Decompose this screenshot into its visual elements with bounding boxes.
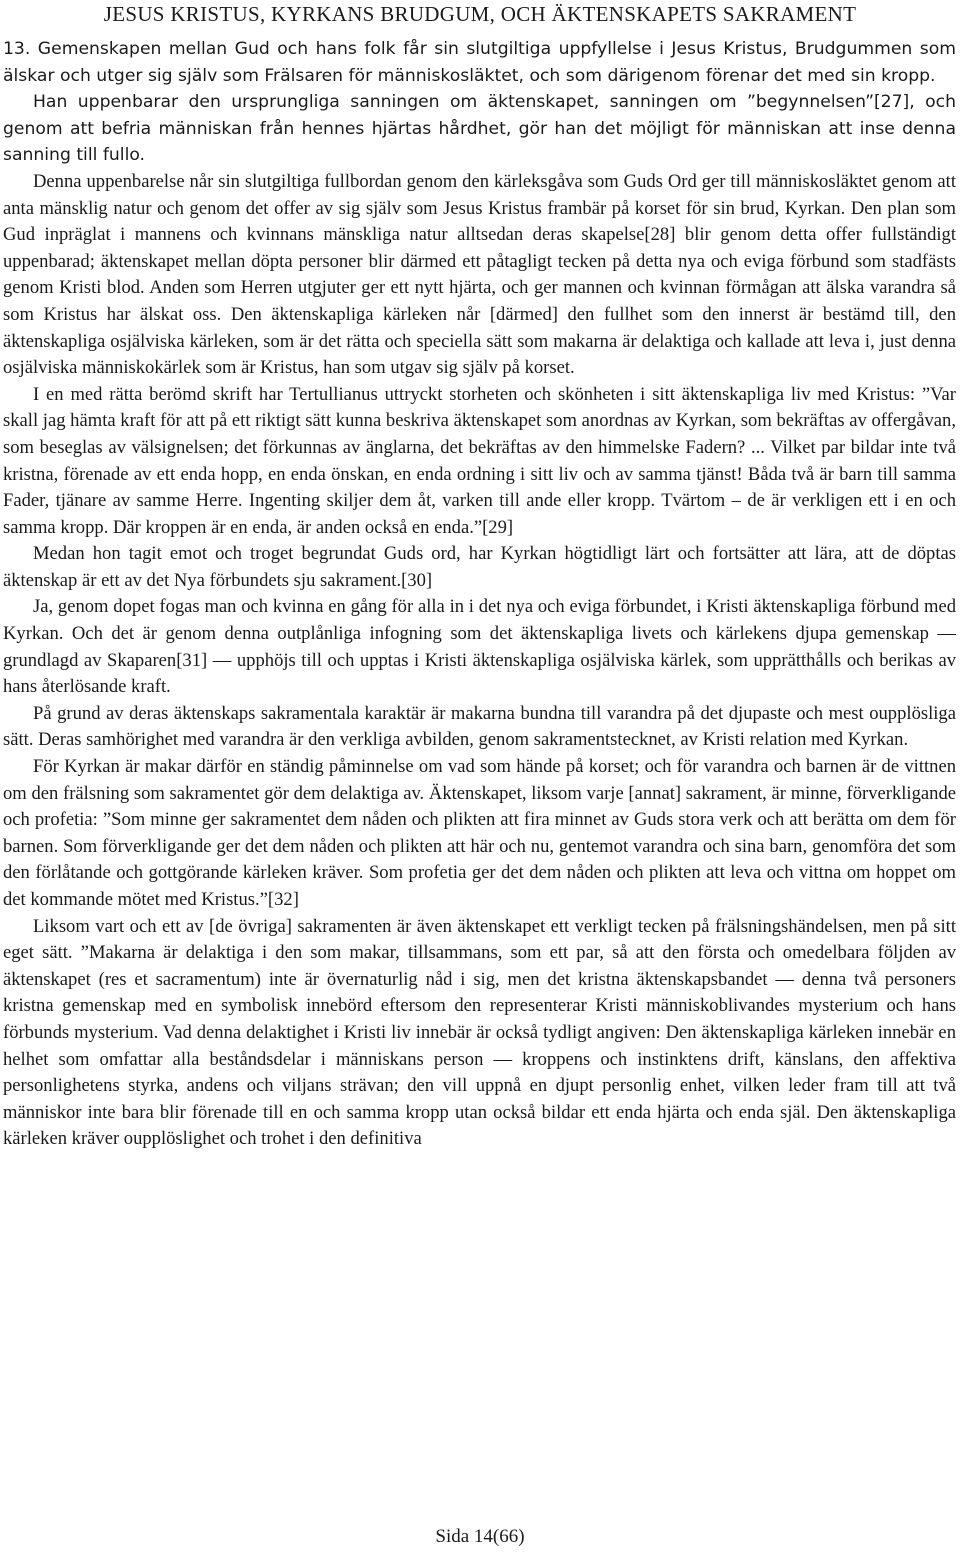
paragraph-sign-of-salvation: Liksom vart och ett av [de övriga] sakramenten är även äktenskapet ett verkligt tecken på frälsningshändelsen, men på sitt eget sätt. ”Makarna är delaktiga i den som makar, tillsammans, som ett par, så att den första och omedelbara följden av äktenskapet (res et sacramentum) inte är övernaturlig nåd i sig, men det kristna äktenskapsbandet — denna två personers kristna gemenskap med en symbolisk innebörd eftersom den representerar Kristi människoblivandes mysterium och hans förbunds mysterium. Vad denna delaktighet i Kristi liv innebär är också tydligt angiven: Den äktenskapliga kärleken innebär en helhet som omfattar alla beståndsdelar i människans person — kroppens och instinktens drift, känslans, den affektiva personlighetens styrka, andens och viljans strävan; den vill uppnå en djupt personlig enhet, vilken leder fram till att två människor inte bara blir förenade till en och samma kropp utan också bildar ett enda hjärta och enda själ. Den äktenskapliga kärleken kräver oupplöslighet och trohet i den definitiva: [3, 915, 956, 1150]
page-number: Sida 14(66): [435, 1526, 525, 1547]
paragraph-revelation: Han uppenbarar den ursprungliga sanningen om äktenskapet, sanningen om ”begynnelsen”[27], och genom att befria människan från hennes hjärtas hårdhet, gör han det möjligt för människan att inse denna sanning till fullo.: [3, 92, 956, 166]
paragraph-sacramental-character: På grund av deras äktenskaps sakramentala karaktär är makarna bundna till varandra på det djupaste och mest oupplösliga sätt. Deras samhörighet med varandra är den verkliga avbilden, genom sakramentstecknet, av Kristi relation med Kyrkan.: [3, 702, 956, 751]
body-text: [3, 36, 956, 1153]
paragraph-tertullian: I en med rätta berömd skrift har Tertullianus uttryckt storheten och skönheten i sitt äktenskapliga liv med Kristus: ”Var skall jag hämta kraft för att på ett riktigt sätt kunna beskriva äktenskapet som anordnas av Kyrkan, som bekräftas av offergåvan, som beseglas av välsignelsen; det förkunnas av änglarna, det bekräftas av den himmelske Fadern? ... Vilket par bildar inte två kristna, förenade av ett enda hopp, en enda önskan, en enda ordning i sitt liv och av samma tjänst! Båda två är barn till samma Fader, tjänare av samme Herre. Ingenting skiljer dem åt, varken till ande eller kropp. Tvärtom – de är verkligen ett i en och samma kropp. Där kroppen är en enda, är anden också en enda.”[29]: [3, 383, 956, 538]
paragraph-baptism: Ja, genom dopet fogas man och kvinna en gång för alla in i det nya och eviga förbundet, i Kristi äktenskapliga förbund med Kyrkan. Och det är genom denna outplånliga infogning som det äktenskapliga livets och kärlekens djupa gemenskap — grundlagd av Skaparen[31] — upphöjs till och upptas i Kristi äktenskapliga osjälviska kärlek, som upprätthålls och berikas av hans återlösande kraft.: [3, 596, 956, 698]
paragraph-memory-prophecy: För Kyrkan är makar därför en ständig påminnelse om vad som hände på korset; och för varandra och barnen är de vittnen om den frälsning som sakramentet gör dem delaktiga av. Äktenskapet, liksom varje [annat] sakrament, är minne, förverkligande och profetia: ”Som minne ger sakramentet dem nåden och plikten att fira minnet av Guds stora verk och att berätta om dem för barnen. Som förverkligande ger det dem nåden och plikten att här och nu, gentemot varandra och sina barn, genomföra det som den förlåtande och gottgörande kärleken kräver. Som profetia ger det dem nåden och plikten att leva och vittna om hoppet om det kommande mötet med Kristus.”[32]: [3, 756, 956, 910]
running-header: JESUS KRISTUS, KYRKANS BRUDGUM, OCH ÄKTENSKAPETS SAKRAMENT: [103, 2, 857, 26]
paragraph-seven-sacraments: Medan hon tagit emot och troget begrundat Guds ord, har Kyrkan högtidligt lärt och fortsätter att lära, att de döptas äktenskap är ett av det Nya förbundets sju sakrament.[30]: [3, 543, 956, 591]
paragraph-13-intro: 13. Gemenskapen mellan Gud och hans folk får sin slutgiltiga uppfyllelse i Jesus Kristus, Brudgummen som älskar och utger sig själv som Frälsaren för människosläktet, och som därigenom förenar det med sin kropp.: [3, 39, 956, 86]
paragraph-fulfillment: Denna uppenbarelse når sin slutgiltiga fullbordan genom den kärleksgåva som Guds Ord ger till människosläktet genom att anta mänsklig natur och genom det offer av sig själv som Jesus Kristus frambär på korset för sin brud, Kyrkan. Den plan som Gud inpräglat i mannens och kvinnans mänskliga natur alltsedan deras skapelse[28] blir genom detta offer fullständigt uppenbarad; äktenskapet mellan döpta personer blir därmed ett påtagligt tecken på detta nya och eviga förbund som stadfästs genom Kristi blod. Anden som Herren utgjuter ger ett nytt hjärta, och ger mannen och kvinnan förmågan att älska varandra så som Kristus har älskat oss. Den äktenskapliga kärleken når [därmed] den fullhet som den innerst är bestämd till, den äktenskapliga osjälviska kärleken, som är det rätta och speciella sätt som makarna är delaktiga och kallade att leva i, just denna osjälviska människokärlek som är Kristus, han som utgav sig själv på korset.: [3, 170, 956, 379]
